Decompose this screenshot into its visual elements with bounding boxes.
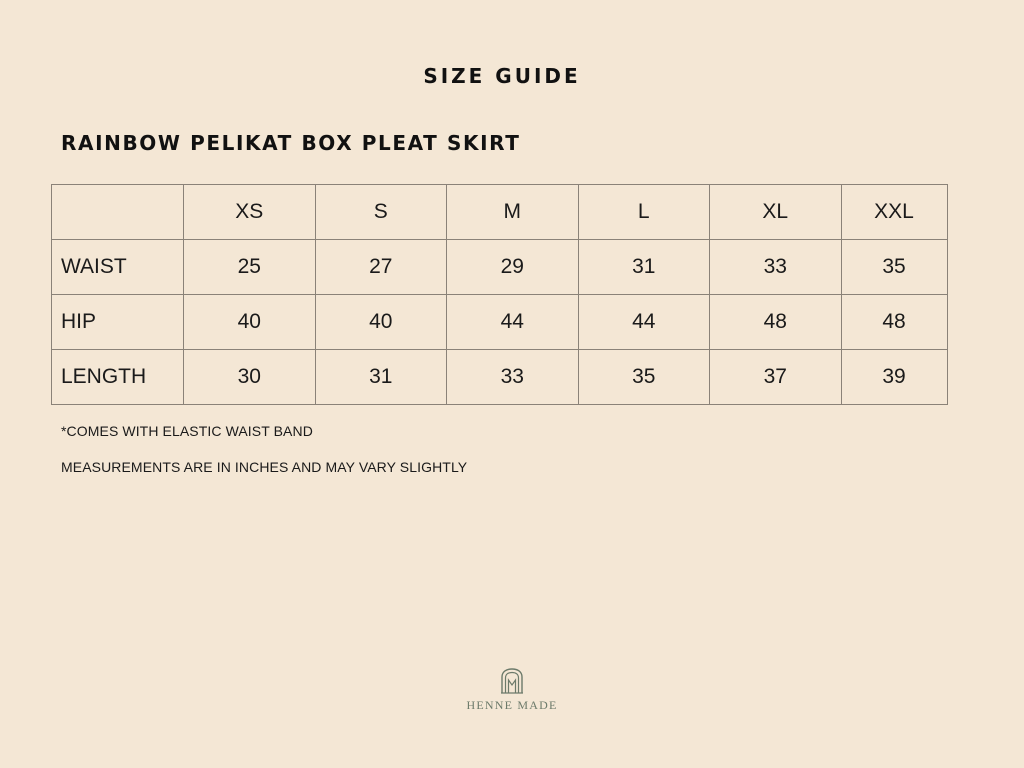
table-cell: 37 xyxy=(710,350,842,405)
row-label-waist: WAIST xyxy=(52,240,184,295)
table-cell: 40 xyxy=(315,295,447,350)
header-cell-xl: XL xyxy=(710,185,842,240)
row-label-hip: HIP xyxy=(52,295,184,350)
table-cell: 44 xyxy=(578,295,710,350)
note-measurements: MEASUREMENTS ARE IN INCHES AND MAY VARY SLIGHTLY xyxy=(61,459,468,475)
table-cell: 39 xyxy=(841,350,947,405)
table-cell: 33 xyxy=(710,240,842,295)
header-cell-s: S xyxy=(315,185,447,240)
table-cell: 48 xyxy=(841,295,947,350)
arch-monogram-icon xyxy=(500,668,524,694)
table-cell: 25 xyxy=(184,240,316,295)
header-cell-xxl: XXL xyxy=(841,185,947,240)
note-elastic-waist: *COMES WITH ELASTIC WAIST BAND xyxy=(61,423,313,439)
table-cell: 40 xyxy=(184,295,316,350)
table-cell: 31 xyxy=(315,350,447,405)
header-cell-xs: XS xyxy=(184,185,316,240)
table-cell: 35 xyxy=(841,240,947,295)
table-cell: 31 xyxy=(578,240,710,295)
table-cell: 29 xyxy=(447,240,579,295)
row-label-length: LENGTH xyxy=(52,350,184,405)
header-cell-l: L xyxy=(578,185,710,240)
product-title: RAINBOW PELIKAT BOX PLEAT SKIRT xyxy=(61,131,521,155)
table-header-row xyxy=(52,185,948,240)
table-cell: 48 xyxy=(710,295,842,350)
table-cell: 30 xyxy=(184,350,316,405)
table-cell: 27 xyxy=(315,240,447,295)
brand-logo xyxy=(452,668,572,713)
table-cell: 33 xyxy=(447,350,579,405)
table-cell: 35 xyxy=(578,350,710,405)
page-title: SIZE GUIDE xyxy=(423,64,581,88)
brand-name: HENNE MADE xyxy=(466,698,558,712)
table-row-hip xyxy=(52,295,948,350)
table-row-length xyxy=(52,350,948,405)
header-cell-m: M xyxy=(447,185,579,240)
size-table xyxy=(51,184,948,405)
table-cell: 44 xyxy=(447,295,579,350)
table-row-waist xyxy=(52,240,948,295)
header-cell-empty xyxy=(52,185,184,240)
